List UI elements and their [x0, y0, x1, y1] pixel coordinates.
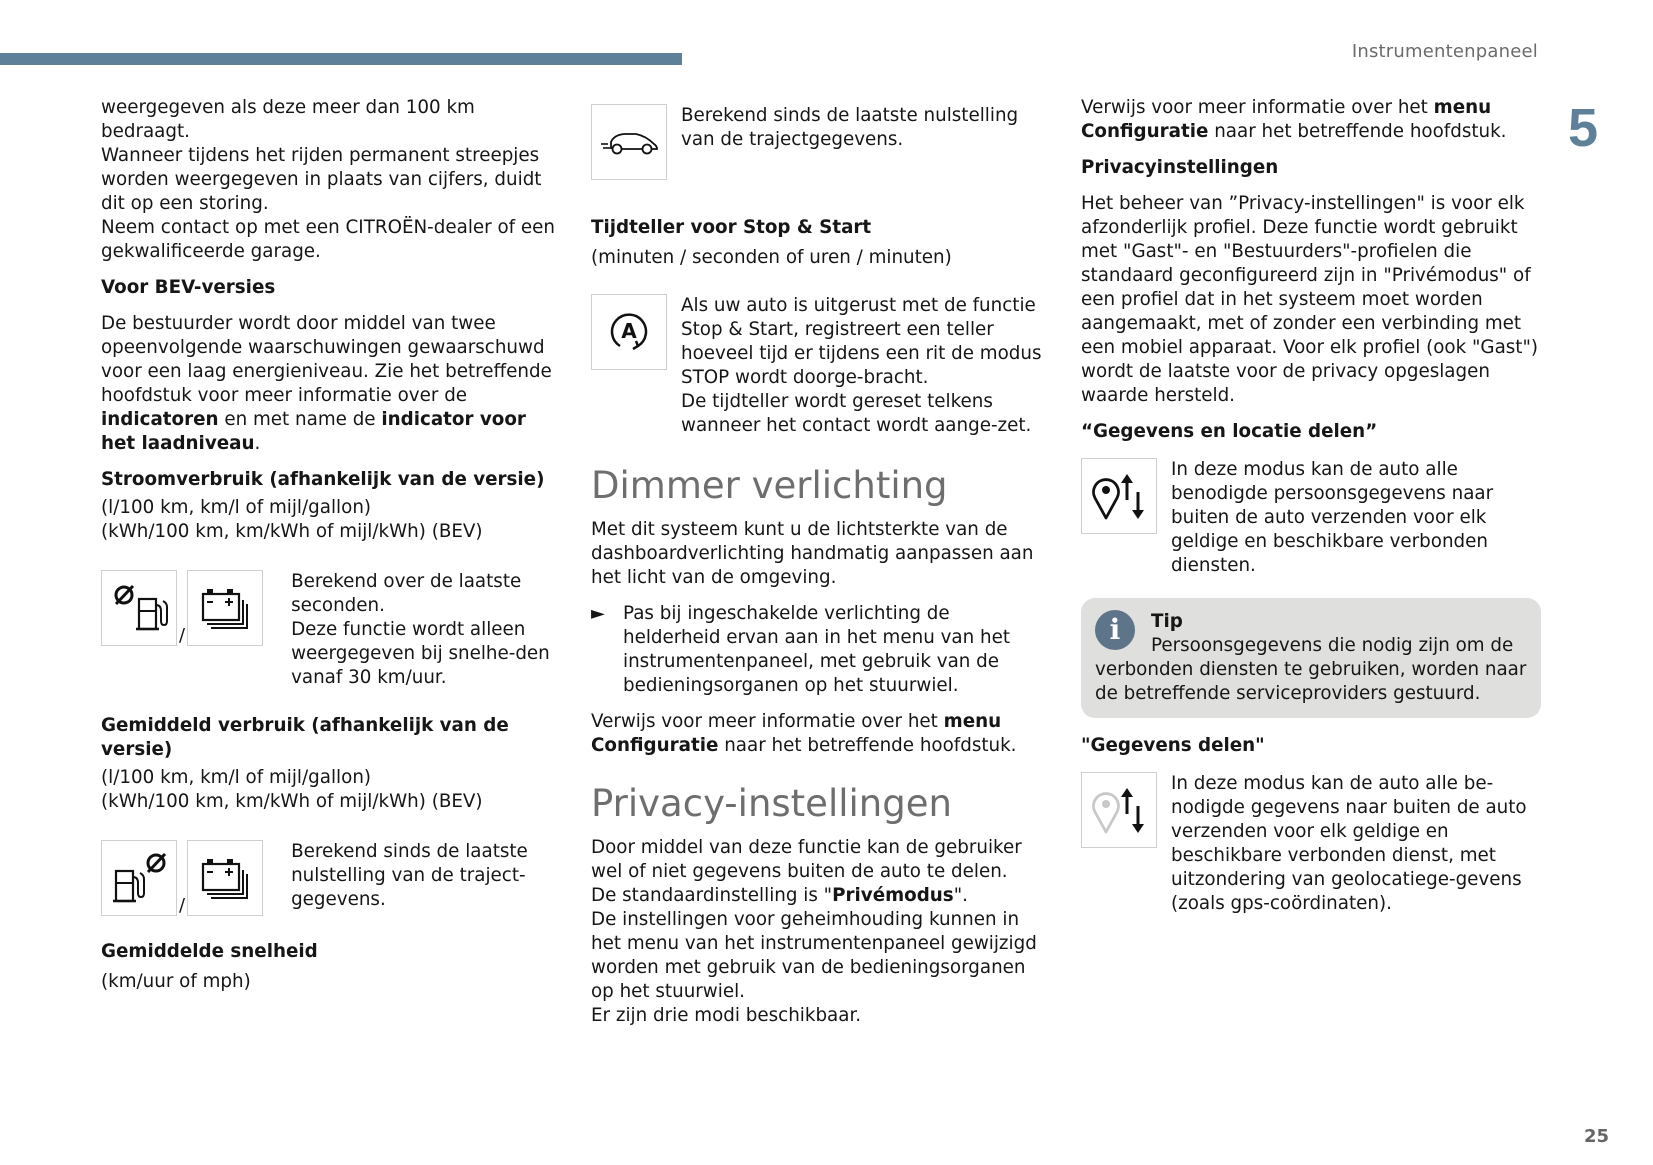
svg-text:A: A: [621, 319, 637, 343]
timer-description: [681, 294, 1051, 438]
dimmer-bullet-text: Pas bij ingeschakelde verlichting de helderheid ervan aan in het menu van het instrumentenpaneel, met gebruik van de bedieningsorganen op het stuurwiel.: [623, 603, 1011, 696]
privacy-bold-privemodus: Privémodus: [832, 885, 954, 906]
privacy-text: ".: [953, 885, 968, 906]
ref-text: naar het betreffende hoofdstuk.: [1208, 121, 1507, 142]
dimmer-bullet: [591, 602, 1051, 698]
timer-desc-line: De tijdteller wordt gereset telkens wanneer het contact wordt aange-zet.: [681, 391, 1032, 436]
section-title: Instrumentenpaneel: [1351, 41, 1538, 62]
battery-consumption-icon: [187, 840, 263, 916]
gem-description: Berekend sinds de laatste nulstelling van de traject-gegevens.: [291, 841, 528, 910]
dimmer-reference: [591, 710, 1051, 758]
ref-bold-menu-configuratie: menu Configuratie: [591, 711, 1002, 756]
bev-bold-indicators: indicatoren: [101, 409, 219, 430]
gem-heading: Gemiddeld verbruik (afhankelijk van de versie): [101, 715, 509, 760]
config-reference: [1081, 96, 1541, 144]
stroom-icons: [101, 570, 263, 646]
bullet-triangle-icon: ►: [591, 603, 605, 624]
mode1-icon-row: [1081, 458, 1541, 578]
tip-box: [1081, 598, 1541, 718]
timer-icon-row: [591, 294, 1051, 438]
speed-description: Berekend sinds de laatste nulstelling van de trajectgegevens.: [681, 105, 1019, 150]
car-average-speed-icon: [591, 104, 667, 180]
bev-text: De bestuurder wordt door middel van twee opeenvolgende waarschuwingen gewaarschuwd voor een laag energieniveau. Zie het betreffende hoofdstuk voor meer informatie over de: [101, 313, 552, 406]
info-icon: i: [1095, 610, 1135, 650]
privacy-text: Er zijn drie modi beschikbaar.: [591, 1005, 862, 1026]
privacy-default: [591, 884, 1051, 908]
gem-units: (kWh/100 km, km/kWh of mijl/kWh) (BEV): [101, 791, 483, 812]
tip-text: Persoonsgegevens die nodig zijn om de verbonden diensten te gebruiken, worden naar de betreffende serviceproviders gestuurd.: [1095, 635, 1527, 704]
column-2: [591, 96, 1051, 1028]
privacy-settings-text: een profiel dat in het systeem moet worden aangemaakt, met of zonder een verbinding met een mobiel apparaat. Voor elk profiel (ook "Gast") wordt de laatste voor de privacy opgeslagen waarde hersteld.: [1081, 289, 1539, 406]
gem-icons: [101, 840, 263, 916]
mode2-heading: "Gegevens delen": [1081, 735, 1265, 756]
ref-text: Verwijs voor meer informatie over het: [1081, 97, 1434, 118]
snel-units: (km/uur of mph): [101, 971, 251, 992]
mode2-description: In deze modus kan de auto alle be-nodigde gegevens naar buiten de auto verzenden voor elk geldige en beschikbare verbonden dienst, met uitzondering van geolocatiege-gevens (zoals gps-coördinaten).: [1171, 773, 1527, 914]
stop-start-icon: [591, 294, 667, 370]
dimmer-title: Dimmer verlichting: [591, 464, 948, 507]
icon-separator: /: [179, 895, 186, 916]
battery-consumption-icon: [187, 570, 263, 646]
stroom-description: [291, 570, 561, 690]
mode2-icon-row: [1081, 772, 1541, 916]
ref-text: naar het betreffende hoofdstuk.: [718, 735, 1017, 756]
stroom-heading: Stroomverbruik (afhankelijk van de versie): [101, 469, 545, 490]
timer-heading: Tijdteller voor Stop & Start: [591, 217, 872, 238]
column-3: [1081, 96, 1541, 926]
tip-title: Tip: [1151, 611, 1183, 632]
mode1-heading: “Gegevens en locatie delen”: [1081, 421, 1378, 442]
location-data-sharing-icon: [1081, 458, 1157, 534]
bev-heading: Voor BEV-versies: [101, 277, 276, 298]
privacy-title: Privacy-instellingen: [591, 782, 952, 825]
header-accent-bar: [0, 53, 682, 65]
page-number: 25: [1584, 1126, 1610, 1147]
dimmer-text: Met dit systeem kunt u de lichtsterkte van de dashboardverlichting handmatig aanpassen aan het licht van de omgeving.: [591, 519, 1034, 588]
stroom-units: (kWh/100 km, km/kWh of mijl/kWh) (BEV): [101, 521, 483, 542]
tip-title-block: [1151, 610, 1183, 634]
intro-line: weergegeven als deze meer dan 100 km bedraagt.: [101, 97, 475, 142]
average-fuel-consumption-icon: [101, 840, 177, 916]
ref-bold-menu-configuratie: menu Configuratie: [1081, 97, 1492, 142]
privacy-settings-heading: Privacyinstellingen: [1081, 157, 1279, 178]
gem-units: (l/100 km, km/l of mijl/gallon): [101, 767, 372, 788]
mode1-description: In deze modus kan de auto alle benodigde persoonsgegevens naar buiten de auto verzenden voor elk geldige en beschikbare verbonden diensten.: [1171, 459, 1494, 576]
stroom-icon-row: [101, 570, 561, 690]
timer-desc-line: Als uw auto is uitgerust met de functie Stop & Start, registreert een teller hoeveel tijd er tijdens een rit de modus STOP wordt doorge-bracht.: [681, 295, 1042, 388]
bev-text: en met name de: [218, 409, 382, 430]
stroom-desc-line: Deze functie wordt alleen weergegeven bij snelhe-den vanaf 30 km/uur.: [291, 619, 550, 688]
ref-text: Verwijs voor meer informatie over het: [591, 711, 944, 732]
chapter-number: 5: [1568, 98, 1599, 158]
privacy-text: Door middel van deze functie kan de gebruiker wel of niet gegevens buiten de auto te delen.: [591, 837, 1022, 882]
stroom-units: (l/100 km, km/l of mijl/gallon): [101, 497, 372, 518]
privacy-settings-text: Het beheer van ”Privacy-instellingen" is voor elk afzonderlijk profiel. Deze functie wordt gebruikt met "Gast"- en "Bestuurders"-profielen die standaard geconfigureerd zijn in "Privémodus" of: [1081, 193, 1531, 286]
speed-icon-row: [591, 104, 1051, 180]
gem-icon-row: [101, 840, 561, 916]
intro-line: Wanneer tijdens het rijden permanent streepjes worden weergegeven in plaats van cijfers, duidt dit op een storing.: [101, 145, 542, 214]
instant-fuel-consumption-icon: [101, 570, 177, 646]
column-1: [101, 96, 561, 994]
stroom-desc-line: Berekend over de laatste seconden.: [291, 571, 522, 616]
data-sharing-icon: [1081, 772, 1157, 848]
timer-units: (minuten / seconden of uren / minuten): [591, 247, 952, 268]
icon-separator: /: [179, 625, 186, 646]
snel-heading: Gemiddelde snelheid: [101, 941, 318, 962]
bev-text: .: [254, 433, 261, 454]
privacy-text: De instellingen voor geheimhouding kunnen in het menu van het instrumentenpaneel gewijzigd worden met gebruik van de bedieningsorganen op het stuurwiel.: [591, 909, 1037, 1002]
intro-line: Neem contact op met een CITROËN-dealer of een gekwalificeerde garage.: [101, 217, 555, 262]
bev-bold-charge-indicator: indicator voor het laadniveau: [101, 409, 526, 454]
bev-paragraph: [101, 312, 561, 456]
privacy-text: De standaardinstelling is ": [591, 885, 833, 906]
